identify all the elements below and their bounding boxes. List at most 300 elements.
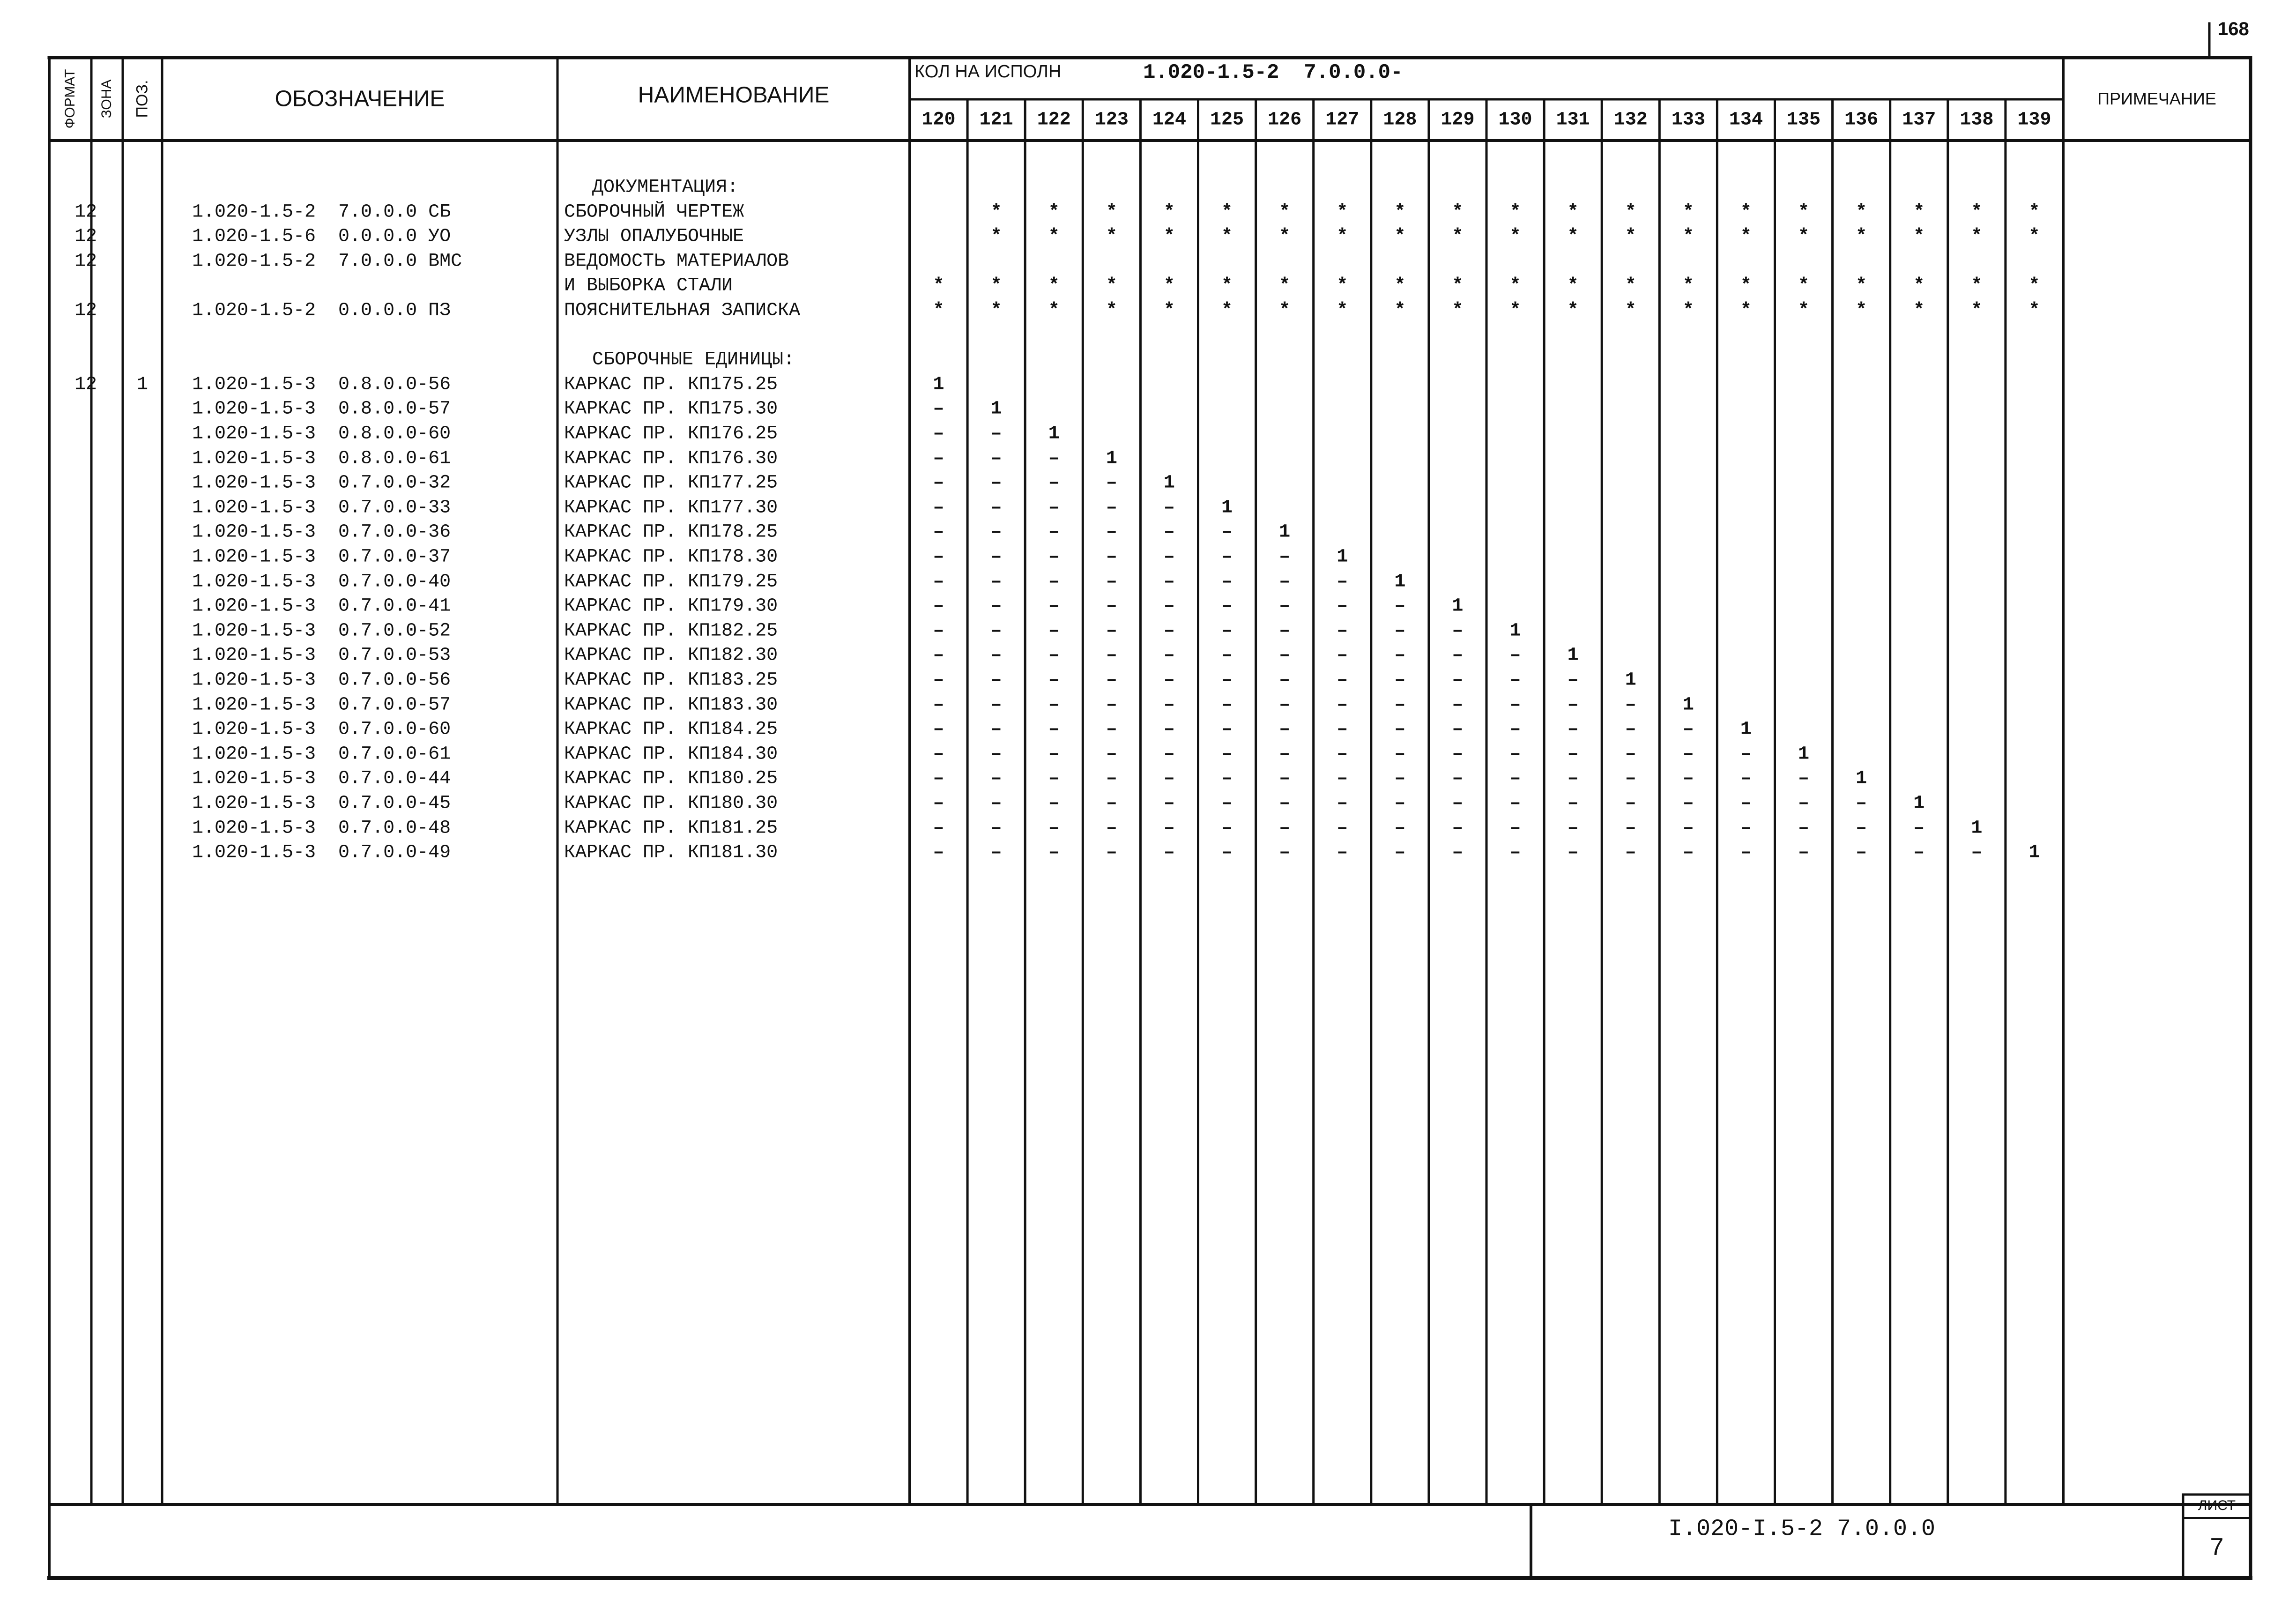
row-designation: 1.020-1.5-3 0.8.0.0-57 (192, 398, 451, 420)
mark-asterisk: * (1798, 275, 1810, 297)
mark-dash: – (990, 669, 1002, 691)
mark-dash: – (1279, 842, 1291, 863)
row-designation: 1.020-1.5-3 0.7.0.0-49 (192, 842, 451, 863)
mark-dash: – (1452, 744, 1464, 765)
mark-dash: – (933, 719, 944, 740)
mark-quantity: 1 (1509, 620, 1521, 642)
mark-asterisk: * (2029, 300, 2040, 321)
mark-asterisk: * (2029, 226, 2040, 247)
row-designation: 1.020-1.5-3 0.8.0.0-60 (192, 423, 451, 445)
mark-dash: – (1048, 448, 1060, 469)
mark-asterisk: * (1798, 300, 1810, 321)
mark-asterisk: * (1682, 300, 1694, 321)
mark-dash: – (1337, 571, 1348, 593)
mark-dash: – (990, 472, 1002, 494)
row-name: КАРКАС ПР. КП182.30 (564, 645, 778, 666)
mark-asterisk: * (1394, 226, 1406, 247)
mark-quantity: 1 (1740, 719, 1752, 740)
mark-asterisk: * (1163, 300, 1175, 321)
mark-dash: – (1452, 719, 1464, 740)
mark-dash: – (1394, 744, 1406, 765)
mark-dash: – (1163, 669, 1175, 691)
mark-dash: – (1106, 842, 1117, 863)
row-designation: 1.020-1.5-3 0.7.0.0-40 (192, 571, 451, 593)
mark-dash: – (1394, 620, 1406, 642)
row-designation: 1.020-1.5-3 0.7.0.0-45 (192, 793, 451, 814)
row-name: КАРКАС ПР. КП175.30 (564, 398, 778, 420)
mark-dash: – (1452, 669, 1464, 691)
mark-dash: – (990, 768, 1002, 789)
mark-dash: – (1279, 768, 1291, 789)
mark-dash: – (1048, 818, 1060, 839)
variant-header-136: 136 (1844, 109, 1879, 131)
mark-asterisk: * (1971, 275, 1983, 297)
mark-dash: – (933, 423, 944, 445)
mark-dash: – (1048, 595, 1060, 617)
mark-quantity: 1 (1452, 595, 1464, 617)
mark-dash: – (933, 472, 944, 494)
mark-asterisk: * (1221, 201, 1233, 223)
mark-asterisk: * (1163, 226, 1175, 247)
mark-dash: – (1221, 521, 1233, 543)
mark-dash: – (1509, 694, 1521, 716)
row-name: КАРКАС ПР. КП178.25 (564, 521, 778, 543)
row-designation: 1.020-1.5-3 0.7.0.0-57 (192, 694, 451, 716)
mark-dash: – (1509, 793, 1521, 814)
row-designation: 1.020-1.5-3 0.7.0.0-36 (192, 521, 451, 543)
mark-asterisk: * (1971, 226, 1983, 247)
mark-asterisk: * (1048, 300, 1060, 321)
mark-dash: – (1567, 744, 1579, 765)
mark-dash: – (1452, 818, 1464, 839)
mark-quantity: 1 (933, 374, 944, 395)
zone-header: ЗОНА (99, 79, 114, 119)
mark-asterisk: * (1048, 201, 1060, 223)
mark-quantity: 1 (1394, 571, 1406, 593)
mark-dash: – (1048, 719, 1060, 740)
row-designation: 1.020-1.5-3 0.8.0.0-61 (192, 448, 451, 469)
mark-asterisk: * (1337, 226, 1348, 247)
mark-asterisk: * (1221, 275, 1233, 297)
row-name: КАРКАС ПР. КП183.30 (564, 694, 778, 716)
mark-asterisk: * (1394, 201, 1406, 223)
mark-asterisk: * (1452, 275, 1464, 297)
mark-dash: – (1106, 571, 1117, 593)
mark-dash: – (1163, 694, 1175, 716)
mark-dash: – (990, 571, 1002, 593)
variant-header-129: 129 (1441, 109, 1475, 131)
format-header: ФОРМАТ (62, 69, 78, 129)
row-name: КАРКАС ПР. КП184.30 (564, 744, 778, 765)
variant-header-127: 127 (1325, 109, 1360, 131)
mark-dash: – (1048, 694, 1060, 716)
row-designation: 1.020-1.5-6 0.0.0.0 УО (192, 226, 451, 247)
mark-dash: – (1106, 497, 1117, 519)
mark-asterisk: * (1971, 201, 1983, 223)
row-designation: 1.020-1.5-3 0.7.0.0-56 (192, 669, 451, 691)
mark-asterisk: * (1279, 300, 1291, 321)
mark-dash: – (1509, 719, 1521, 740)
mark-asterisk: * (990, 275, 1002, 297)
mark-dash: – (990, 423, 1002, 445)
row-name: КАРКАС ПР. КП180.30 (564, 793, 778, 814)
mark-dash: – (990, 793, 1002, 814)
mark-dash: – (1452, 768, 1464, 789)
mark-asterisk: * (1106, 201, 1117, 223)
row-designation: 1.020-1.5-3 0.7.0.0-33 (192, 497, 451, 519)
mark-dash: – (1106, 645, 1117, 666)
mark-dash: – (933, 546, 944, 568)
mark-dash: – (1625, 744, 1636, 765)
mark-dash: – (990, 842, 1002, 863)
mark-asterisk: * (1394, 275, 1406, 297)
row-designation: 1.020-1.5-3 0.7.0.0-32 (192, 472, 451, 494)
mark-asterisk: * (1682, 226, 1694, 247)
mark-dash: – (1509, 744, 1521, 765)
row-name: СБОРОЧНЫЙ ЧЕРТЕЖ (564, 201, 744, 223)
mark-dash: – (1971, 842, 1983, 863)
variant-header-124: 124 (1152, 109, 1186, 131)
variant-header-123: 123 (1094, 109, 1129, 131)
row-designation: 1.020-1.5-3 0.7.0.0-53 (192, 645, 451, 666)
mark-dash: – (1740, 768, 1752, 789)
mark-dash: – (1337, 694, 1348, 716)
mark-dash: – (1740, 744, 1752, 765)
mark-dash: – (1163, 818, 1175, 839)
mark-asterisk: * (1740, 226, 1752, 247)
mark-dash: – (1221, 694, 1233, 716)
mark-dash: – (990, 521, 1002, 543)
qty-header-code: 1.020-1.5-2 7.0.0.0- (1143, 61, 1403, 84)
mark-dash: – (1337, 669, 1348, 691)
mark-asterisk: * (1856, 275, 1867, 297)
mark-dash: – (1106, 694, 1117, 716)
mark-dash: – (1221, 818, 1233, 839)
mark-quantity: 1 (1279, 521, 1291, 543)
mark-dash: – (1221, 842, 1233, 863)
mark-dash: – (1106, 620, 1117, 642)
designation-header: ОБОЗНАЧЕНИЕ (275, 86, 445, 112)
mark-dash: – (1567, 719, 1579, 740)
mark-asterisk: * (1279, 275, 1291, 297)
mark-dash: – (1106, 472, 1117, 494)
row-name: ВЕДОМОСТЬ МАТЕРИАЛОВ (564, 251, 789, 272)
mark-dash: – (1221, 793, 1233, 814)
name-header: НАИМЕНОВАНИЕ (638, 82, 830, 108)
mark-dash: – (1337, 744, 1348, 765)
mark-dash: – (1106, 719, 1117, 740)
mark-dash: – (1048, 842, 1060, 863)
mark-asterisk: * (1913, 275, 1925, 297)
mark-dash: – (1452, 694, 1464, 716)
mark-dash: – (1221, 645, 1233, 666)
row-format: 12 (74, 201, 97, 223)
mark-dash: – (1163, 744, 1175, 765)
mark-dash: – (1048, 645, 1060, 666)
sheet-number: 7 (2210, 1533, 2224, 1561)
mark-dash: – (933, 744, 944, 765)
mark-dash: – (1048, 571, 1060, 593)
mark-quantity: 1 (1625, 669, 1636, 691)
mark-dash: – (990, 645, 1002, 666)
mark-dash: – (1163, 768, 1175, 789)
mark-dash: – (1163, 793, 1175, 814)
row-name: КАРКАС ПР. КП176.25 (564, 423, 778, 445)
mark-asterisk: * (1337, 275, 1348, 297)
mark-asterisk: * (1279, 201, 1291, 223)
mark-asterisk: * (1221, 226, 1233, 247)
mark-dash: – (1106, 521, 1117, 543)
row-designation: 1.020-1.5-3 0.7.0.0-48 (192, 818, 451, 839)
mark-dash: – (1394, 595, 1406, 617)
mark-asterisk: * (1509, 226, 1521, 247)
position-header: ПОЗ. (133, 80, 151, 118)
mark-quantity: 1 (1798, 744, 1810, 765)
row-name: КАРКАС ПР. КП176.30 (564, 448, 778, 469)
mark-dash: – (1913, 842, 1925, 863)
mark-dash: – (933, 768, 944, 789)
mark-asterisk: * (1337, 300, 1348, 321)
mark-asterisk: * (1625, 201, 1636, 223)
row-name: КАРКАС ПР. КП179.30 (564, 595, 778, 617)
mark-dash: – (933, 694, 944, 716)
mark-dash: – (1221, 546, 1233, 568)
mark-dash: – (1221, 571, 1233, 593)
mark-dash: – (1567, 793, 1579, 814)
mark-dash: – (1337, 793, 1348, 814)
variant-header-122: 122 (1037, 109, 1071, 131)
mark-dash: – (990, 546, 1002, 568)
mark-dash: – (1106, 793, 1117, 814)
mark-dash: – (1509, 818, 1521, 839)
mark-dash: – (990, 448, 1002, 469)
mark-asterisk: * (1106, 226, 1117, 247)
mark-dash: – (1337, 620, 1348, 642)
mark-dash: – (1509, 669, 1521, 691)
mark-dash: – (1625, 719, 1636, 740)
mark-dash: – (933, 645, 944, 666)
mark-asterisk: * (1509, 300, 1521, 321)
mark-asterisk: * (1625, 275, 1636, 297)
row-designation: 1.020-1.5-3 0.7.0.0-60 (192, 719, 451, 740)
mark-asterisk: * (990, 226, 1002, 247)
mark-dash: – (1337, 818, 1348, 839)
mark-asterisk: * (2029, 201, 2040, 223)
mark-asterisk: * (1682, 201, 1694, 223)
mark-quantity: 1 (1221, 497, 1233, 519)
mark-dash: – (1106, 595, 1117, 617)
mark-quantity: 1 (1913, 793, 1925, 814)
mark-dash: – (1337, 645, 1348, 666)
mark-asterisk: * (1106, 275, 1117, 297)
mark-dash: – (1682, 719, 1694, 740)
mark-dash: – (1163, 571, 1175, 593)
mark-dash: – (1625, 793, 1636, 814)
row-designation: 1.020-1.5-2 7.0.0.0 СБ (192, 201, 451, 223)
mark-dash: – (1625, 818, 1636, 839)
mark-asterisk: * (1798, 201, 1810, 223)
mark-quantity: 1 (1048, 423, 1060, 445)
mark-dash: – (1163, 620, 1175, 642)
mark-asterisk: * (1452, 300, 1464, 321)
mark-asterisk: * (1740, 275, 1752, 297)
row-designation: 1.020-1.5-3 0.7.0.0-61 (192, 744, 451, 765)
mark-dash: – (933, 398, 944, 420)
mark-asterisk: * (1740, 300, 1752, 321)
mark-dash: – (1682, 744, 1694, 765)
mark-dash: – (1163, 546, 1175, 568)
mark-asterisk: * (1798, 226, 1810, 247)
mark-dash: – (1452, 793, 1464, 814)
mark-dash: – (1337, 595, 1348, 617)
variant-header-131: 131 (1556, 109, 1590, 131)
row-designation: 1.020-1.5-2 0.0.0.0 ПЗ (192, 300, 451, 321)
mark-dash: – (1279, 645, 1291, 666)
mark-asterisk: * (1337, 201, 1348, 223)
document-code: I.020-I.5-2 7.0.0.0 (1668, 1516, 1936, 1543)
mark-dash: – (1279, 571, 1291, 593)
row-format: 12 (74, 226, 97, 247)
mark-dash: – (1567, 842, 1579, 863)
mark-asterisk: * (1221, 300, 1233, 321)
mark-asterisk: * (1625, 300, 1636, 321)
mark-dash: – (1048, 768, 1060, 789)
mark-dash: – (1567, 768, 1579, 789)
row-name: КАРКАС ПР. КП175.25 (564, 374, 778, 395)
variant-header-128: 128 (1383, 109, 1417, 131)
mark-dash: – (1682, 842, 1694, 863)
row-name: КАРКАС ПР. КП183.25 (564, 669, 778, 691)
mark-dash: – (1221, 595, 1233, 617)
mark-quantity: 1 (990, 398, 1002, 420)
mark-asterisk: * (1856, 201, 1867, 223)
mark-asterisk: * (1452, 226, 1464, 247)
mark-asterisk: * (1913, 226, 1925, 247)
mark-dash: – (1856, 818, 1867, 839)
mark-dash: – (933, 571, 944, 593)
row-designation: 1.020-1.5-3 0.8.0.0-56 (192, 374, 451, 395)
mark-dash: – (1452, 620, 1464, 642)
mark-dash: – (1163, 521, 1175, 543)
mark-asterisk: * (1567, 275, 1579, 297)
mark-dash: – (1394, 719, 1406, 740)
mark-dash: – (1106, 546, 1117, 568)
mark-dash: – (933, 497, 944, 519)
mark-dash: – (1394, 694, 1406, 716)
mark-asterisk: * (1913, 300, 1925, 321)
mark-quantity: 1 (1567, 645, 1579, 666)
mark-quantity: 1 (1682, 694, 1694, 716)
mark-dash: – (1798, 793, 1810, 814)
mark-dash: – (1279, 744, 1291, 765)
mark-dash: – (1682, 793, 1694, 814)
mark-dash: – (1682, 768, 1694, 789)
mark-dash: – (1567, 694, 1579, 716)
mark-dash: – (1163, 497, 1175, 519)
mark-quantity: 1 (1163, 472, 1175, 494)
mark-dash: – (1913, 818, 1925, 839)
mark-dash: – (1221, 669, 1233, 691)
mark-dash: – (1856, 793, 1867, 814)
mark-asterisk: * (1971, 300, 1983, 321)
mark-dash: – (1509, 842, 1521, 863)
mark-dash: – (1452, 645, 1464, 666)
mark-asterisk: * (1567, 226, 1579, 247)
variant-header-138: 138 (1960, 109, 1994, 131)
mark-asterisk: * (1740, 201, 1752, 223)
row-position: 1 (136, 374, 149, 395)
mark-dash: – (1856, 842, 1867, 863)
mark-dash: – (1279, 818, 1291, 839)
mark-asterisk: * (1856, 226, 1867, 247)
mark-asterisk: * (933, 275, 944, 297)
mark-asterisk: * (1856, 300, 1867, 321)
qty-header-label: КОЛ НА ИСПОЛН (914, 62, 1062, 82)
mark-dash: – (1048, 620, 1060, 642)
mark-dash: – (1279, 694, 1291, 716)
variant-header-130: 130 (1498, 109, 1532, 131)
mark-asterisk: * (1509, 275, 1521, 297)
mark-dash: – (1394, 669, 1406, 691)
row-format: 12 (74, 374, 97, 395)
variant-header-137: 137 (1902, 109, 1936, 131)
mark-asterisk: * (1913, 201, 1925, 223)
mark-dash: – (990, 818, 1002, 839)
row-designation: 1.020-1.5-2 7.0.0.0 ВМС (192, 251, 462, 272)
row-designation: 1.020-1.5-3 0.7.0.0-37 (192, 546, 451, 568)
mark-dash: – (1625, 694, 1636, 716)
mark-quantity: 1 (1971, 818, 1983, 839)
mark-dash: – (1394, 793, 1406, 814)
mark-asterisk: * (1106, 300, 1117, 321)
mark-dash: – (1221, 744, 1233, 765)
row-name: КАРКАС ПР. КП177.30 (564, 497, 778, 519)
mark-asterisk: * (1163, 201, 1175, 223)
row-format: 12 (74, 251, 97, 272)
row-name: КАРКАС ПР. КП180.25 (564, 768, 778, 789)
mark-dash: – (1106, 768, 1117, 789)
mark-asterisk: * (1625, 226, 1636, 247)
mark-dash: – (990, 744, 1002, 765)
mark-dash: – (1625, 768, 1636, 789)
row-name: КАРКАС ПР. КП184.25 (564, 719, 778, 740)
variant-header-134: 134 (1729, 109, 1763, 131)
mark-asterisk: * (1279, 226, 1291, 247)
mark-dash: – (1798, 842, 1810, 863)
mark-dash: – (1394, 842, 1406, 863)
mark-dash: – (1048, 521, 1060, 543)
row-name: УЗЛЫ ОПАЛУБОЧНЫЕ (564, 226, 744, 247)
page-number: 168 (2218, 19, 2249, 39)
mark-dash: – (933, 669, 944, 691)
row-name: ПОЯСНИТЕЛЬНАЯ ЗАПИСКА (564, 300, 801, 321)
mark-dash: – (1509, 768, 1521, 789)
mark-dash: – (1048, 793, 1060, 814)
mark-asterisk: * (1567, 300, 1579, 321)
mark-dash: – (1394, 645, 1406, 666)
mark-asterisk: * (1048, 226, 1060, 247)
mark-dash: – (933, 521, 944, 543)
mark-dash: – (1048, 669, 1060, 691)
mark-quantity: 1 (1856, 768, 1867, 789)
mark-dash: – (1394, 768, 1406, 789)
mark-dash: – (990, 620, 1002, 642)
mark-asterisk: * (1682, 275, 1694, 297)
mark-dash: – (1337, 719, 1348, 740)
row-designation: 1.020-1.5-3 0.7.0.0-52 (192, 620, 451, 642)
mark-asterisk: * (1452, 201, 1464, 223)
variant-header-121: 121 (979, 109, 1013, 131)
